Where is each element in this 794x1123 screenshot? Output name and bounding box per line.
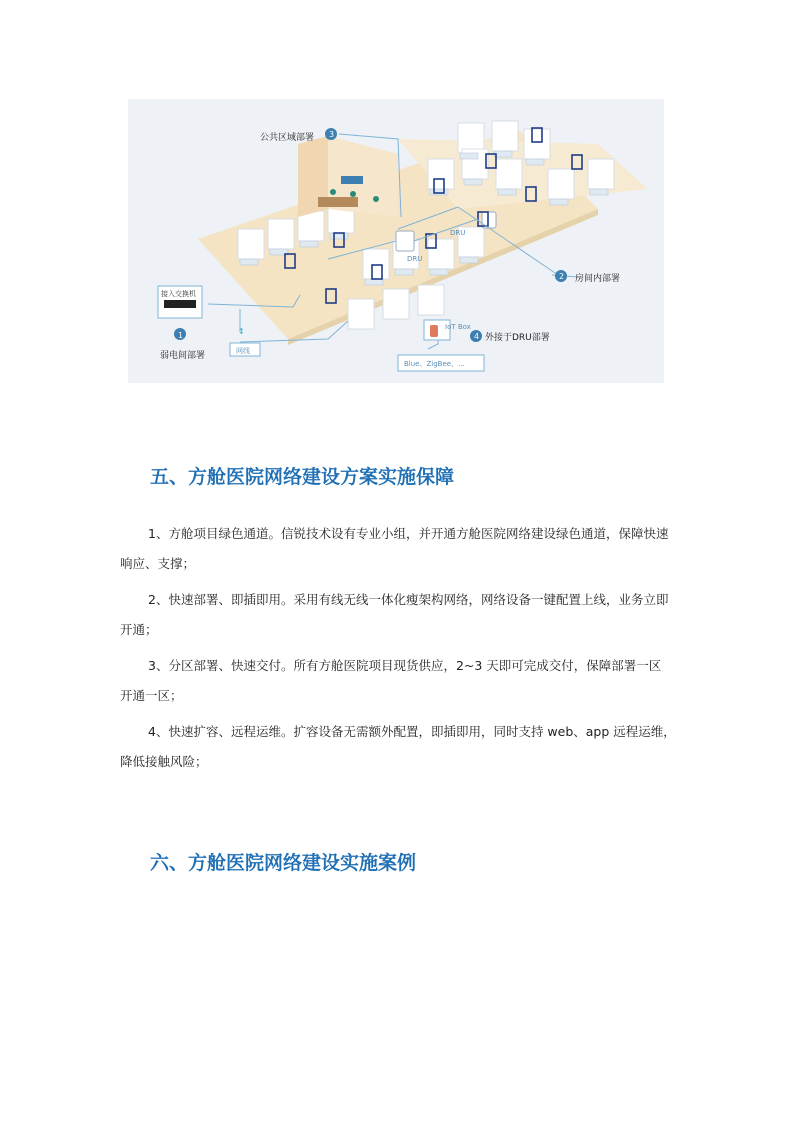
- list-item: [120, 585, 680, 645]
- svg-text:接入交换机: 接入交换机: [161, 290, 196, 298]
- list-item: [120, 717, 680, 777]
- svg-text:房间内部署: 房间内部署: [575, 274, 621, 284]
- svg-text:3: 3: [329, 130, 335, 139]
- svg-text:外接于DRU部署: 外接于DRU部署: [485, 333, 550, 343]
- item-line: 3、分区部署、快速交付。所有方舱医院项目现货供应，2~3 天即可完成交付，保障部署一区: [148, 658, 662, 673]
- svg-text:IoT Box: IoT Box: [445, 323, 471, 331]
- item-line: 1、方舱项目绿色通道。信锐技术设有专业小组，并开通方舱医院网络建设绿色通道，保障快速: [148, 526, 669, 541]
- dru-device: [396, 231, 414, 251]
- item-line: 4、快速扩容、远程运维。扩容设备无需额外配置，即插即用，同时支持 web、app 远程运维，: [148, 724, 676, 739]
- item-line: 响应、支撑；: [120, 556, 196, 571]
- svg-text:DRU: DRU: [407, 255, 423, 263]
- svg-text:弱电间部署: 弱电间部署: [160, 351, 206, 361]
- item-line: 降低接触风险；: [120, 754, 208, 769]
- item-line: 开通一区；: [120, 688, 183, 703]
- svg-text:公共区域部署: 公共区域部署: [260, 133, 315, 143]
- svg-text:2: 2: [559, 272, 565, 281]
- svg-text:Blue、ZigBee、...: Blue、ZigBee、...: [404, 360, 465, 368]
- item-line: 开通；: [120, 622, 158, 637]
- deployment-diagram: [128, 99, 664, 383]
- svg-text:↕: ↕: [238, 327, 245, 336]
- svg-text:4: 4: [474, 332, 480, 341]
- list-item: [120, 651, 680, 711]
- section5-heading: 五、方舱医院网络建设方案实施保障: [150, 466, 455, 488]
- section6-heading: 六、方舱医院网络建设实施案例: [150, 852, 417, 874]
- svg-text:1: 1: [178, 331, 184, 340]
- svg-text:DRU: DRU: [450, 229, 466, 237]
- svg-text:网线: 网线: [236, 347, 250, 355]
- item-line: 2、快速部署、即插即用。采用有线无线一体化瘦架构网络，网络设备一键配置上线，业务立即: [148, 592, 669, 607]
- list-item: [120, 519, 680, 579]
